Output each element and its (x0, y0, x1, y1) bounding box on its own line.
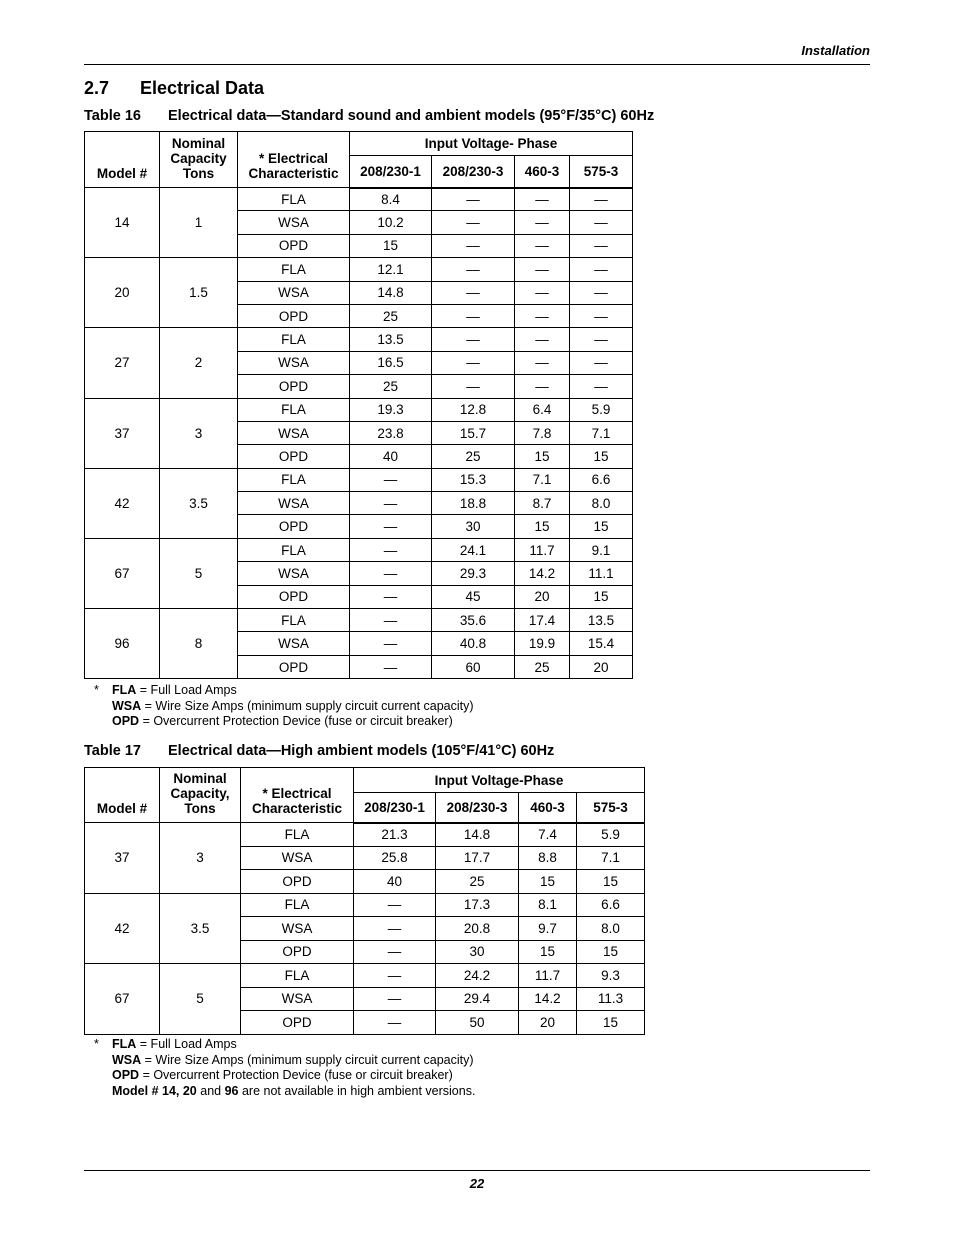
table-row (85, 538, 633, 561)
voltage-value-cell: — (354, 1011, 436, 1035)
voltage-value-cell: 11.7 (519, 964, 577, 988)
voltage-value-cell: — (350, 655, 432, 678)
voltage-value-cell: 18.8 (432, 492, 515, 515)
note-line (94, 1068, 475, 1084)
voltage-value-cell: — (515, 375, 570, 398)
voltage-value-cell: 5.9 (570, 398, 633, 421)
note-model-96: 96 (224, 1083, 239, 1098)
header-model: Model # (85, 768, 160, 823)
voltage-value-cell: 29.3 (432, 562, 515, 585)
voltage-value-cell: 19.9 (515, 632, 570, 655)
voltage-value-cell: 17.4 (515, 609, 570, 632)
voltage-value-cell: 29.4 (436, 987, 519, 1011)
voltage-value-cell: — (432, 304, 515, 327)
table-row (85, 893, 645, 917)
voltage-value-cell: 16.5 (350, 351, 432, 374)
voltage-value-cell: 7.8 (515, 421, 570, 444)
characteristic-cell: FLA (241, 964, 354, 988)
table17-notes (94, 1037, 475, 1099)
table17-title: Electrical data—High ambient models (105°F/41°C) 60Hz (168, 743, 555, 759)
characteristic-cell: WSA (238, 492, 350, 515)
voltage-value-cell: 6.4 (515, 398, 570, 421)
voltage-value-cell: — (354, 893, 436, 917)
voltage-value-cell: 15 (519, 940, 577, 964)
voltage-value-cell: — (570, 258, 633, 281)
model-cell: 14 (85, 188, 160, 258)
characteristic-cell: WSA (238, 211, 350, 234)
voltage-value-cell: 8.0 (577, 917, 645, 941)
note-term: FLA (112, 683, 137, 697)
note-text: = Overcurrent Protection Device (fuse or circuit breaker) (139, 714, 453, 729)
note-term: WSA (112, 698, 142, 713)
voltage-value-cell: 40 (350, 445, 432, 468)
characteristic-cell: OPD (241, 870, 354, 894)
voltage-value-cell: 25 (436, 870, 519, 894)
voltage-value-cell: 11.1 (570, 562, 633, 585)
voltage-value-cell: — (432, 328, 515, 351)
capacity-cell: 3 (160, 823, 241, 894)
voltage-value-cell: 8.8 (519, 846, 577, 870)
voltage-value-cell: 20.8 (436, 917, 519, 941)
capacity-cell: 1.5 (160, 258, 238, 328)
table16-label: Table 16 (84, 108, 141, 124)
voltage-value-cell: 7.4 (519, 823, 577, 847)
voltage-value-cell: 9.7 (519, 917, 577, 941)
voltage-value-cell: — (354, 940, 436, 964)
voltage-value-cell: 7.1 (570, 421, 633, 444)
voltage-value-cell: 25.8 (354, 846, 436, 870)
voltage-value-cell: — (350, 609, 432, 632)
note-term: OPD (112, 1068, 140, 1083)
running-header: Installation (801, 43, 870, 58)
note-text: = Wire Size Amps (minimum supply circuit current capacity) (141, 1052, 474, 1067)
model-cell: 37 (85, 398, 160, 468)
asterisk: * (94, 1037, 99, 1051)
note-models: Model # 14, 20 (112, 1083, 197, 1098)
voltage-value-cell: 40 (354, 870, 436, 894)
voltage-value-cell: 25 (432, 445, 515, 468)
characteristic-cell: WSA (238, 562, 350, 585)
voltage-value-cell: — (515, 351, 570, 374)
section-number: 2.7 (84, 78, 110, 98)
characteristic-cell: WSA (238, 281, 350, 304)
voltage-value-cell: 30 (436, 940, 519, 964)
characteristic-cell: FLA (241, 823, 354, 847)
characteristic-cell: OPD (238, 655, 350, 678)
voltage-value-cell: 7.1 (515, 468, 570, 491)
note-text: = Full Load Amps (136, 683, 237, 697)
voltage-value-cell: 20 (570, 655, 633, 678)
capacity-cell: 5 (160, 964, 241, 1035)
characteristic-cell: OPD (238, 375, 350, 398)
capacity-cell: 1 (160, 188, 238, 258)
characteristic-cell: WSA (238, 351, 350, 374)
voltage-value-cell: — (350, 468, 432, 491)
voltage-value-cell: — (515, 234, 570, 257)
table16-caption (84, 108, 654, 124)
voltage-value-cell: 8.1 (519, 893, 577, 917)
voltage-value-cell: — (515, 188, 570, 211)
voltage-value-cell: — (350, 632, 432, 655)
table17-label: Table 17 (84, 743, 141, 759)
header-model: Model # (85, 132, 160, 188)
voltage-value-cell: 23.8 (350, 421, 432, 444)
voltage-value-cell: — (515, 258, 570, 281)
note-text: = Full Load Amps (136, 1037, 237, 1051)
voltage-value-cell: — (570, 188, 633, 211)
voltage-value-cell: — (432, 234, 515, 257)
voltage-value-cell: 20 (515, 585, 570, 608)
voltage-value-cell: 15 (519, 870, 577, 894)
table-row (85, 609, 633, 632)
voltage-value-cell: 8.4 (350, 188, 432, 211)
page-number: 22 (469, 1176, 485, 1191)
characteristic-cell: FLA (238, 258, 350, 281)
voltage-value-cell: 10.2 (350, 211, 432, 234)
voltage-value-cell: — (432, 281, 515, 304)
voltage-value-cell: — (515, 211, 570, 234)
characteristic-cell: OPD (238, 234, 350, 257)
voltage-value-cell: 6.6 (570, 468, 633, 491)
voltage-value-cell: 60 (432, 655, 515, 678)
voltage-value-cell: — (515, 304, 570, 327)
voltage-value-cell: 14.8 (436, 823, 519, 847)
capacity-cell: 3 (160, 398, 238, 468)
header-characteristic: * Electrical Characteristic (241, 768, 354, 823)
voltage-value-cell: — (432, 351, 515, 374)
voltage-value-cell: 21.3 (354, 823, 436, 847)
voltage-value-cell: 17.7 (436, 846, 519, 870)
table-row (85, 188, 633, 211)
voltage-value-cell: — (432, 211, 515, 234)
header-input-voltage: Input Voltage- Phase (350, 132, 633, 156)
note-text: are not available in high ambient versions. (238, 1083, 476, 1098)
note-line (94, 1037, 475, 1053)
voltage-value-cell: 15.3 (432, 468, 515, 491)
characteristic-cell: WSA (238, 632, 350, 655)
voltage-value-cell: 8.0 (570, 492, 633, 515)
table-row (85, 398, 633, 421)
voltage-value-cell: 15 (577, 940, 645, 964)
voltage-value-cell: — (350, 585, 432, 608)
header-capacity: Nominal Capacity, Tons (160, 768, 241, 823)
model-cell: 96 (85, 609, 160, 679)
model-cell: 42 (85, 893, 160, 964)
header-voltage-208-230-3: 208/230-3 (436, 793, 519, 823)
voltage-value-cell: 30 (432, 515, 515, 538)
voltage-value-cell: 11.3 (577, 987, 645, 1011)
characteristic-cell: FLA (238, 188, 350, 211)
availability-note (94, 1084, 475, 1100)
note-term: FLA (112, 1037, 137, 1051)
table16-body (85, 188, 633, 679)
voltage-value-cell: — (570, 234, 633, 257)
model-cell: 67 (85, 964, 160, 1035)
voltage-value-cell: — (515, 281, 570, 304)
characteristic-cell: WSA (238, 421, 350, 444)
voltage-value-cell: — (354, 917, 436, 941)
note-term: OPD (112, 714, 140, 729)
voltage-value-cell: 40.8 (432, 632, 515, 655)
header-voltage-208-230-1: 208/230-1 (354, 793, 436, 823)
voltage-value-cell: 15 (515, 445, 570, 468)
header-voltage-460-3: 460-3 (515, 156, 570, 188)
voltage-value-cell: 11.7 (515, 538, 570, 561)
header-input-voltage: Input Voltage-Phase (354, 768, 645, 793)
characteristic-cell: WSA (241, 917, 354, 941)
voltage-value-cell: — (570, 328, 633, 351)
characteristic-cell: OPD (241, 1011, 354, 1035)
characteristic-cell: OPD (241, 940, 354, 964)
characteristic-cell: OPD (238, 585, 350, 608)
note-line (94, 683, 474, 699)
characteristic-cell: FLA (238, 609, 350, 632)
characteristic-cell: OPD (238, 515, 350, 538)
voltage-value-cell: — (432, 258, 515, 281)
characteristic-cell: OPD (238, 445, 350, 468)
model-cell: 27 (85, 328, 160, 398)
model-cell: 20 (85, 258, 160, 328)
voltage-value-cell: — (570, 211, 633, 234)
voltage-value-cell: — (354, 964, 436, 988)
voltage-value-cell: 15 (577, 1011, 645, 1035)
header-voltage-208-230-3: 208/230-3 (432, 156, 515, 188)
capacity-cell: 5 (160, 538, 238, 608)
characteristic-cell: WSA (241, 846, 354, 870)
voltage-value-cell: 12.8 (432, 398, 515, 421)
characteristic-cell: FLA (238, 468, 350, 491)
voltage-value-cell: 25 (515, 655, 570, 678)
asterisk: * (94, 683, 99, 697)
voltage-value-cell: — (350, 538, 432, 561)
table17-body (85, 823, 645, 1035)
voltage-value-cell: — (350, 515, 432, 538)
note-term: WSA (112, 1052, 142, 1067)
voltage-value-cell: 15 (570, 515, 633, 538)
note-text: and (196, 1083, 225, 1098)
footer-rule (84, 1170, 870, 1171)
voltage-value-cell: 17.3 (436, 893, 519, 917)
voltage-value-cell: 8.7 (515, 492, 570, 515)
voltage-value-cell: 35.6 (432, 609, 515, 632)
model-cell: 67 (85, 538, 160, 608)
voltage-value-cell: 15 (570, 585, 633, 608)
voltage-value-cell: — (432, 375, 515, 398)
capacity-cell: 3.5 (160, 893, 241, 964)
voltage-value-cell: 24.1 (432, 538, 515, 561)
voltage-value-cell: 13.5 (570, 609, 633, 632)
characteristic-cell: FLA (238, 398, 350, 421)
capacity-cell: 3.5 (160, 468, 238, 538)
table16-title: Electrical data—Standard sound and ambient models (95°F/35°C) 60Hz (168, 108, 655, 124)
voltage-value-cell: 24.2 (436, 964, 519, 988)
header-rule (84, 64, 870, 65)
voltage-value-cell: 9.1 (570, 538, 633, 561)
note-text: = Wire Size Amps (minimum supply circuit current capacity) (141, 698, 474, 713)
note-line (94, 1053, 475, 1069)
header-voltage-460-3: 460-3 (519, 793, 577, 823)
characteristic-cell: FLA (238, 328, 350, 351)
voltage-value-cell: 15 (515, 515, 570, 538)
header-voltage-575-3: 575-3 (577, 793, 645, 823)
voltage-value-cell: — (570, 351, 633, 374)
voltage-value-cell: 7.1 (577, 846, 645, 870)
table-row (85, 964, 645, 988)
voltage-value-cell: — (350, 492, 432, 515)
note-line (94, 699, 474, 715)
voltage-value-cell: 15.7 (432, 421, 515, 444)
voltage-value-cell: 25 (350, 304, 432, 327)
table-row (85, 258, 633, 281)
characteristic-cell: FLA (241, 893, 354, 917)
voltage-value-cell: 6.6 (577, 893, 645, 917)
table-row (85, 328, 633, 351)
model-cell: 37 (85, 823, 160, 894)
voltage-value-cell: 15.4 (570, 632, 633, 655)
voltage-value-cell: 9.3 (577, 964, 645, 988)
voltage-value-cell: — (515, 328, 570, 351)
table-row (85, 823, 645, 847)
header-capacity: Nominal Capacity Tons (160, 132, 238, 188)
table16-notes (94, 683, 474, 730)
section-title: Electrical Data (140, 78, 265, 98)
voltage-value-cell: — (570, 375, 633, 398)
characteristic-cell: OPD (238, 304, 350, 327)
table-row (85, 468, 633, 491)
header-voltage-208-230-1: 208/230-1 (350, 156, 432, 188)
model-cell: 42 (85, 468, 160, 538)
voltage-value-cell: 45 (432, 585, 515, 608)
voltage-value-cell: 5.9 (577, 823, 645, 847)
section-heading (84, 78, 264, 99)
voltage-value-cell: 20 (519, 1011, 577, 1035)
voltage-value-cell: 14.2 (515, 562, 570, 585)
capacity-cell: 2 (160, 328, 238, 398)
voltage-value-cell: 50 (436, 1011, 519, 1035)
characteristic-cell: WSA (241, 987, 354, 1011)
voltage-value-cell: 14.2 (519, 987, 577, 1011)
voltage-value-cell: 15 (577, 870, 645, 894)
voltage-value-cell: 25 (350, 375, 432, 398)
characteristic-cell: FLA (238, 538, 350, 561)
header-characteristic: * Electrical Characteristic (238, 132, 350, 188)
voltage-value-cell: 12.1 (350, 258, 432, 281)
table17 (84, 767, 645, 1035)
voltage-value-cell: 15 (570, 445, 633, 468)
voltage-value-cell: — (432, 188, 515, 211)
capacity-cell: 8 (160, 609, 238, 679)
note-line (94, 714, 474, 730)
table16 (84, 131, 633, 679)
voltage-value-cell: 13.5 (350, 328, 432, 351)
voltage-value-cell: — (354, 987, 436, 1011)
voltage-value-cell: — (570, 281, 633, 304)
voltage-value-cell: — (570, 304, 633, 327)
note-text: = Overcurrent Protection Device (fuse or circuit breaker) (139, 1068, 453, 1083)
table17-caption (84, 743, 554, 759)
header-voltage-575-3: 575-3 (570, 156, 633, 188)
voltage-value-cell: 15 (350, 234, 432, 257)
voltage-value-cell: — (350, 562, 432, 585)
voltage-value-cell: 19.3 (350, 398, 432, 421)
voltage-value-cell: 14.8 (350, 281, 432, 304)
